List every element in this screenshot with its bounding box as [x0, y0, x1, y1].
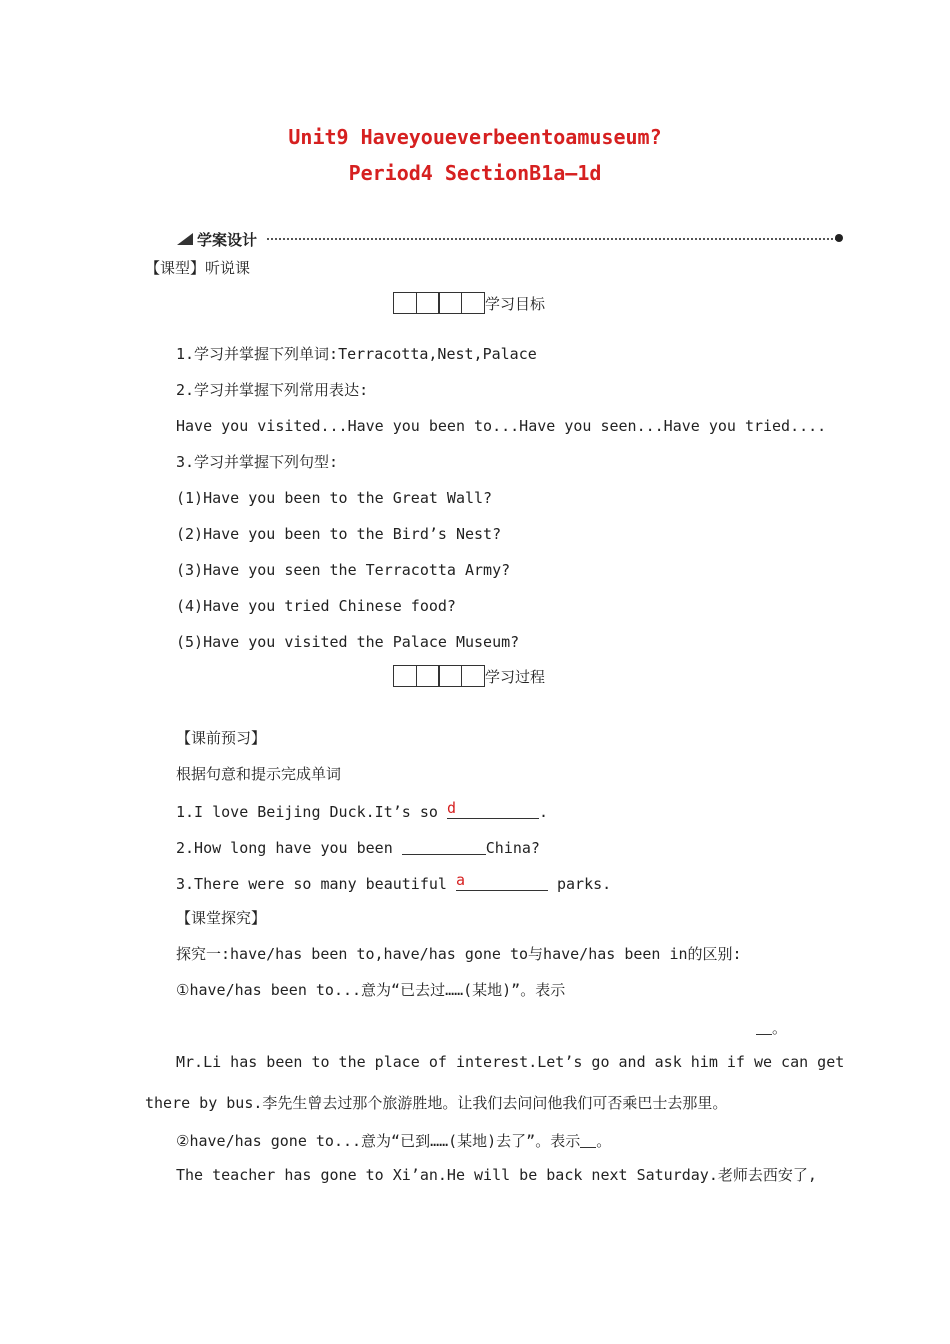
preview-question-2 [176, 836, 540, 858]
preview-heading: 【课前预习】 [176, 729, 267, 747]
point-1-answer-row [756, 1016, 787, 1038]
q3-end: parks. [547, 875, 612, 893]
hint-letter: a [455, 871, 465, 889]
sentence-item: (4)Have you tried Chinese food? [176, 597, 456, 615]
point-2-end: 。 [596, 1132, 612, 1150]
example-1-line2: there by bus.李先生曾去过那个旅游胜地。让我们去问问他我们可否乘巴士去那里。 [145, 1094, 728, 1112]
document-title-line2: Period4 SectionB1a—1d [348, 161, 602, 185]
answer-blank-5[interactable] [580, 1131, 596, 1148]
lesson-type: 【课型】听说课 [145, 259, 251, 277]
q2-end: China? [485, 839, 540, 857]
preview-question-1 [176, 800, 548, 822]
section-header-label: 学案设计 [197, 231, 258, 249]
objectives-heading-row [393, 292, 545, 314]
answer-blank-1[interactable] [446, 799, 539, 819]
sentence-item: (5)Have you visited the Palace Museum? [176, 633, 520, 651]
q3-text: 3.There were so many beautiful [176, 875, 456, 893]
process-heading-row [393, 665, 545, 687]
objective-3: 3.学习并掌握下列句型: [176, 453, 339, 471]
box-icon [393, 665, 483, 687]
sentence-item: (1)Have you been to the Great Wall? [176, 489, 493, 507]
explore-heading: 【课堂探究】 [176, 909, 267, 927]
objective-2: 2.学习并掌握下列常用表达: [176, 381, 369, 399]
explore-point-2 [176, 1129, 611, 1151]
point-1-end: 。 [772, 1019, 788, 1037]
section-header-bar [175, 229, 845, 249]
explore-point-1: ①have/has been to...意为“已去过……(某地)”。表示 [176, 981, 566, 999]
preview-instruction: 根据句意和提示完成单词 [176, 765, 342, 783]
document-title-line1: Unit9 Haveyoueverbeentoamuseum? [288, 125, 662, 149]
q1-text: 1.I love Beijing Duck.It’s so [176, 803, 447, 821]
dotted-divider [267, 238, 837, 240]
explore-intro: 探究一:have/has been to,have/has gone to与have/has been in的区别: [176, 945, 742, 963]
triangle-icon [177, 233, 193, 245]
example-2-line1: The teacher has gone to Xi’an.He will be back next Saturday.老师去西安了, [176, 1166, 817, 1184]
sentence-item: (2)Have you been to the Bird’s Nest? [176, 525, 502, 543]
answer-blank-3[interactable] [455, 871, 548, 891]
preview-question-3 [176, 872, 611, 894]
point-2-text: ②have/has gone to...意为“已到……(某地)去了”。表示 [176, 1132, 581, 1150]
objective-expressions: Have you visited...Have you been to...Have you seen...Have you tried.... [176, 417, 827, 435]
objectives-heading: 学习目标 [485, 295, 546, 313]
process-heading: 学习过程 [485, 668, 546, 686]
answer-blank-2[interactable] [402, 838, 486, 855]
example-1-line1: Mr.Li has been to the place of interest.Let’s go and ask him if we can get [176, 1053, 845, 1071]
q1-end: . [538, 803, 548, 821]
sentence-item: (3)Have you seen the Terracotta Army? [176, 561, 511, 579]
objective-1: 1.学习并掌握下列单词:Terracotta,Nest,Palace [176, 345, 537, 363]
divider-end-dot [835, 234, 843, 242]
answer-blank-4[interactable] [756, 1018, 772, 1035]
box-icon [393, 292, 483, 314]
q2-text: 2.How long have you been [176, 839, 402, 857]
hint-letter: d [446, 799, 456, 817]
